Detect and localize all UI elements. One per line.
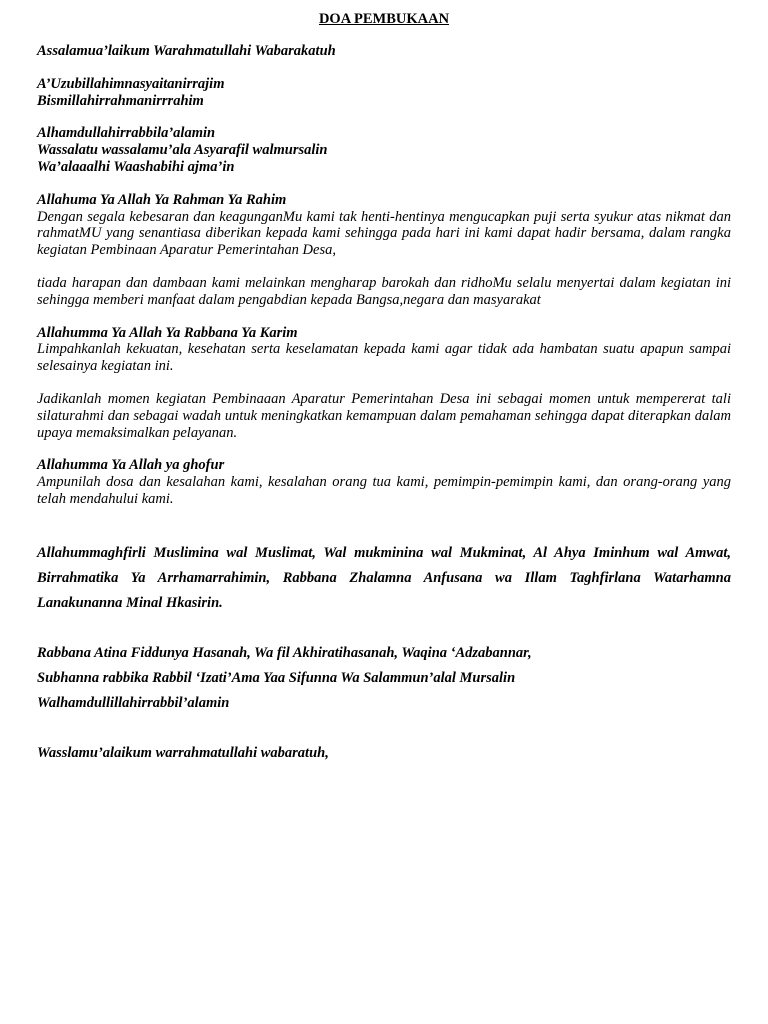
section-paragraph: tiada harapan dan dambaan kami melainkan mengharap barokah dan ridhoMu selalu menyertai dalam kegiatan ini sehingga memberi manfaat dalam pengabdian kepada Bangsa,negara dan masyarakat (37, 274, 731, 308)
greeting: Assalamua’laikum Warahmatullahi Wabarakatuh (37, 43, 336, 59)
section-1 (37, 192, 731, 309)
praise-line: Wassalatu wassalamu’ala Asyarafil walmursalin (37, 142, 328, 159)
document-page (37, 10, 731, 766)
section-paragraph: Jadikanlah momen kegiatan Pembinaaan Aparatur Pemerintahan Desa ini sebagai momen untuk mempererat tali silaturahmi dan sebagai wadah untuk meningkatkan kemampuan dalam pemahaman sehingga dapat diterapkan dalam upaya memaksimalkan pelayanan. (37, 390, 731, 441)
section-heading: Allahumma Ya Allah Ya Rabbana Ya Karim (37, 324, 298, 341)
opening-line: A’Uzubillahimnasyaitanirrajim (37, 75, 225, 92)
section-3 (37, 457, 731, 507)
section-paragraph: Ampunilah dosa dan kesalahan kami, kesalahan orang tua kami, pemimpin-pemimpin kami, dan orang-orang yang telah mendahului kami. (37, 474, 731, 507)
section-2 (37, 325, 731, 442)
final-lines-block (37, 641, 731, 716)
praise-line: Alhamdullahirrabbila’alamin (37, 125, 216, 142)
final-line: Walhamdullillahirrabbil’alamin (37, 694, 230, 711)
section-heading: Allahumma Ya Allah ya ghofur (37, 457, 225, 474)
farewell: Wasslamu’alaikum warrahmatullahi wabaratuh, (37, 744, 329, 761)
opening-block (37, 76, 731, 110)
praise-block (37, 125, 731, 175)
section-heading: Allahuma Ya Allah Ya Rahman Ya Rahim (37, 191, 287, 208)
praise-line: Wa’alaaalhi Waashabihi ajma’in (37, 158, 235, 175)
final-line: Subhanna rabbika Rabbil ‘Izati’Ama Yaa Sifunna Wa Salammun’alal Mursalin (37, 669, 516, 686)
section-paragraph: Dengan segala kebesaran dan keagunganMu kami tak henti-hentinya mengucapkan puji serta syukur atas nikmat dan rahmatMU yang senantiasa diberikan kepada kami sehingga pada hari ini kami dapat hadir bersama, dalam rangka kegiatan Pembinaan Aparatur Pemerintahan Desa, (37, 208, 731, 259)
final-line: Rabbana Atina Fiddunya Hasanah, Wa fil Akhiratihasanah, Waqina ‘Adzabannar, (37, 644, 532, 661)
opening-line: Bismillahirrahmanirrrahim (37, 92, 204, 109)
document-title: DOA PEMBUKAAN (318, 11, 450, 27)
section-paragraph: Limpahkanlah kekuatan, kesehatan serta keselamatan kepada kami agar tidak ada hambatan suatu apapun sampai selesainya kegiatan ini. (37, 341, 731, 375)
closing-prayer: Allahummaghfirli Muslimina wal Muslimat, Wal mukminina wal Mukminat, Al Ahya Iminhum wal Amwat, Birrahmatika Ya Arrhamarrahimin, Rabbana Zhalamna Anfusana wa Illam Taghfirlana Watarhamna Lanakunanna Minal Hkasirin. (37, 544, 731, 611)
